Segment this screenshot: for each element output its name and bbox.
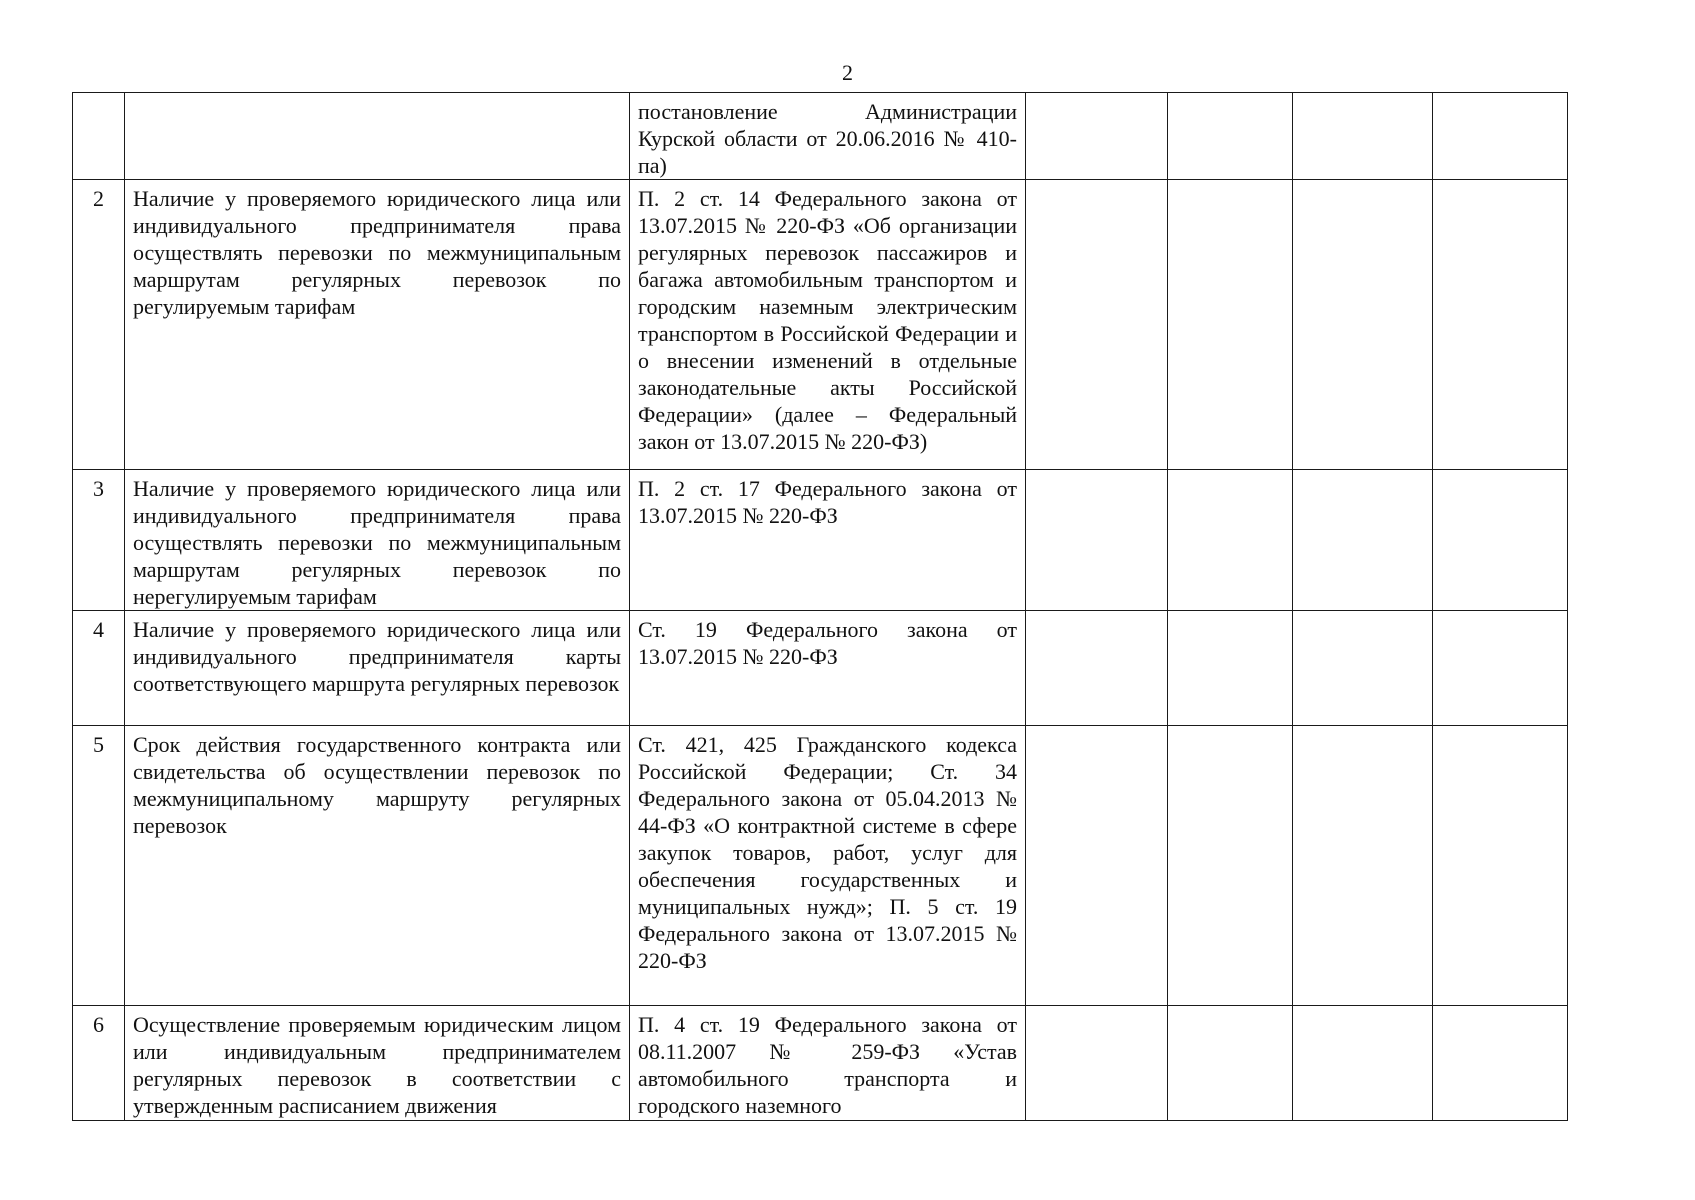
table-row <box>73 611 1568 726</box>
requirement-cell: Осуществление проверяемым юридическим лицом или индивидуальным предпринимателем регулярных перевозок в соответствии с утвержденным расписанием движения <box>125 1006 630 1121</box>
empty-cell <box>1026 726 1168 1006</box>
legal-basis-cell: постановление Администрации Курской области от 20.06.2016 № 410-па) <box>630 93 1026 180</box>
empty-cell <box>1433 726 1568 1006</box>
empty-cell <box>1026 93 1168 180</box>
row-number: 4 <box>73 611 125 726</box>
empty-cell <box>1026 180 1168 470</box>
empty-cell <box>1293 180 1433 470</box>
requirement-cell: Срок действия государственного контракта или свидетельства об осуществлении перевозок по межмуниципальному маршруту регулярных перевозок <box>125 726 630 1006</box>
legal-basis-cell: Ст. 421, 425 Гражданского кодекса Российской Федерации; Ст. 34 Федерального закона от 05.04.2013 № 44-ФЗ «О контрактной системе в сфере закупок товаров, работ, услуг для обеспечения государственных и муниципальных нужд»; П. 5 ст. 19 Федерального закона от 13.07.2015 № 220-ФЗ <box>630 726 1026 1006</box>
table-row <box>73 726 1568 1006</box>
empty-cell <box>1293 726 1433 1006</box>
empty-cell <box>1026 470 1168 611</box>
row-number: 6 <box>73 1006 125 1121</box>
row-number: 5 <box>73 726 125 1006</box>
empty-cell <box>1293 611 1433 726</box>
empty-cell <box>1168 470 1293 611</box>
empty-cell <box>1168 1006 1293 1121</box>
empty-cell <box>1168 726 1293 1006</box>
empty-cell <box>1433 93 1568 180</box>
empty-cell <box>1026 611 1168 726</box>
requirement-cell <box>125 93 630 180</box>
legal-basis-cell: П. 4 ст. 19 Федерального закона от 08.11.2007 № 259-ФЗ «Устав автомобильного транспорта и городского наземного <box>630 1006 1026 1121</box>
requirement-cell: Наличие у проверяемого юридического лица или индивидуального предпринимателя права осуществлять перевозки по межмуниципальным маршрутам регулярных перевозок по нерегулируемым тарифам <box>125 470 630 611</box>
table-row <box>73 180 1568 470</box>
empty-cell <box>1433 1006 1568 1121</box>
empty-cell <box>1168 611 1293 726</box>
row-number: 2 <box>73 180 125 470</box>
row-number: 3 <box>73 470 125 611</box>
empty-cell <box>1293 470 1433 611</box>
row-number <box>73 93 125 180</box>
empty-cell <box>1168 93 1293 180</box>
legal-basis-cell: П. 2 ст. 17 Федерального закона от 13.07.2015 № 220-ФЗ <box>630 470 1026 611</box>
legal-basis-cell: Ст. 19 Федерального закона от 13.07.2015 № 220-ФЗ <box>630 611 1026 726</box>
empty-cell <box>1293 1006 1433 1121</box>
checklist-table <box>72 92 1568 1121</box>
legal-basis-cell: П. 2 ст. 14 Федерального закона от 13.07.2015 № 220-ФЗ «Об организации регулярных перевозок пассажиров и багажа автомобильным транспортом и городским наземным электрическим транспортом в Российской Федерации и о внесении изменений в отдельные законодательные акты Российской Федерации» (далее – Федеральный закон от 13.07.2015 № 220-ФЗ) <box>630 180 1026 470</box>
empty-cell <box>1433 470 1568 611</box>
table-row <box>73 93 1568 180</box>
requirement-cell: Наличие у проверяемого юридического лица или индивидуального предпринимателя карты соответствующего маршрута регулярных перевозок <box>125 611 630 726</box>
empty-cell <box>1168 180 1293 470</box>
table-row <box>73 1006 1568 1121</box>
empty-cell <box>1433 611 1568 726</box>
empty-cell <box>1293 93 1433 180</box>
requirement-cell: Наличие у проверяемого юридического лица или индивидуального предпринимателя права осуществлять перевозки по межмуниципальным маршрутам регулярных перевозок по регулируемым тарифам <box>125 180 630 470</box>
empty-cell <box>1433 180 1568 470</box>
empty-cell <box>1026 1006 1168 1121</box>
table-row <box>73 470 1568 611</box>
page-number: 2 <box>842 60 853 85</box>
